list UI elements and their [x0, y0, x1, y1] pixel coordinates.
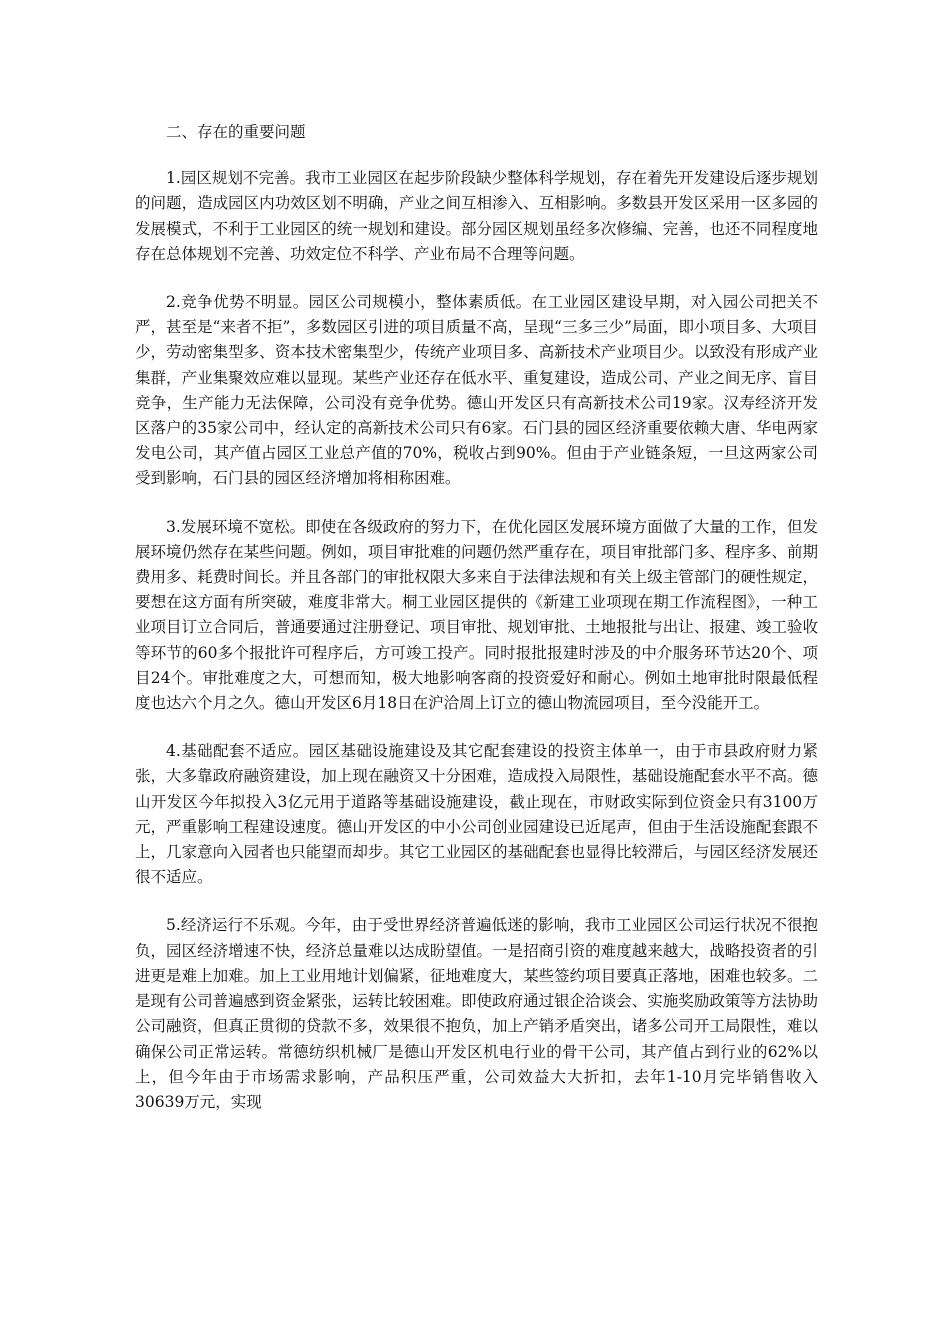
paragraph-infrastructure: 4.基础配套不适应。园区基础设施建设及其它配套建设的投资主体单一，由于市县政府财力紧张，大多靠政府融资建设，加上现在融资又十分困难，造成投入局限性，基础设施配套水平不高。德山开发区今年拟投入3亿元用于道路等基础设施建设，截止现在，市财政实际到位资金只有3100万元，严重影响工程建设速度。德山开发区的中小公司创业园建设已近尾声，但由于生活设施配套跟不上，几家意向入园者也只能望而却步。其它工业园区的基础配套也显得比较滞后，与园区经济发展还很不适应。: [135, 742, 818, 887]
paragraph-environment: 3.发展环境不宽松。即使在各级政府的努力下，在优化园区发展环境方面做了大量的工作，但发展环境仍然存在某些问题。例如，项目审批难的问题仍然严重存在，项目审批部门多、程序多、前期费用多、耗费时间长。并且各部门的审批权限大多来自于法律法规和有关上级主管部门的硬性规定，要想在这方面有所突破，难度非常大。桐工业园区提供的《新建工业项现在期工作流程图》，一种工业项目订立合同后，普通要通过注册登记、项目审批、规划审批、土地报批与出让、报建、竣工验收等环节的60多个报批许可程序后，方可竣工投产。同时报批报建时涉及的中介服务环节达20个、项目24个。审批难度之大，可想而知，极大地影响客商的投资爱好和耐心。例如土地审批时限最低程度也达六个月之久。德山开发区6月18日在沪洽周上订立的德山物流园项目，至今没能开工。: [135, 517, 818, 713]
paragraph-planning: 1.园区规划不完善。我市工业园区在起步阶段缺少整体科学规划，存在着先开发建设后逐步规划的问题，造成园区内功效区划不明确，产业之间互相渗入、互相影响。多数县开发区采用一区多园的发展模式，不利于工业园区的统一规划和建设。部分园区规划虽经多次修编、完善，也还不同程度地存在总体规划不完善、功效定位不科学、产业布局不合理等问题。: [135, 169, 818, 263]
paragraph-competition: 2.竞争优势不明显。园区公司规模小，整体素质低。在工业园区建设早期，对入园公司把关不严，甚至是“来者不拒”，多数园区引进的项目质量不高，呈现“三多三少”局面，即小项目多、大项目少，劳动密集型多、资本技术密集型少，传统产业项目多、高新技术产业项目少。以致没有形成产业集群，产业集聚效应难以显现。某些产业还存在低水平、重复建设，造成公司、产业之间无序、盲目竞争，生产能力无法保障，公司没有竞争优势。德山开发区只有高新技术公司19家。汉寿经济开发区落户的35家公司中，经认定的高新技术公司只有6家。石门县的园区经济重要依赖大唐、华电两家发电公司，其产值占园区工业总产值的70%，税收占到90%。但由于产业链条短，一旦这两家公司受到影响，石门县的园区经济增加将相称困难。: [135, 293, 818, 488]
paragraph-economy: 5.经济运行不乐观。今年，由于受世界经济普遍低迷的影响，我市工业园区公司运行状况不很抱负，园区经济增速不快，经济总量难以达成盼望值。一是招商引资的难度越来越大，战略投资者的引进更是难上加难。加上工业用地计划偏紧，征地难度大，某些签约项目要真正落地，困难也较多。二是现有公司普遍感到资金紧张，运转比较困难。即使政府通过银企洽谈会、实施奖励政策等方法协助公司融资，但真正贯彻的贷款不多，效果很不抱负，加上产销矛盾突出，诸多公司开工局限性，难以确保公司正常运转。常德纺织机械厂是德山开发区机电行业的骨干公司，其产值占到行业的62%以上，但今年由于市场需求影响，产品积压严重，公司效益大大折扣，去年1-10月完毕销售收入30639万元，实现: [135, 916, 818, 1111]
section-heading: 二、存在的重要问题: [166, 123, 306, 141]
document-body: [135, 120, 818, 1138]
